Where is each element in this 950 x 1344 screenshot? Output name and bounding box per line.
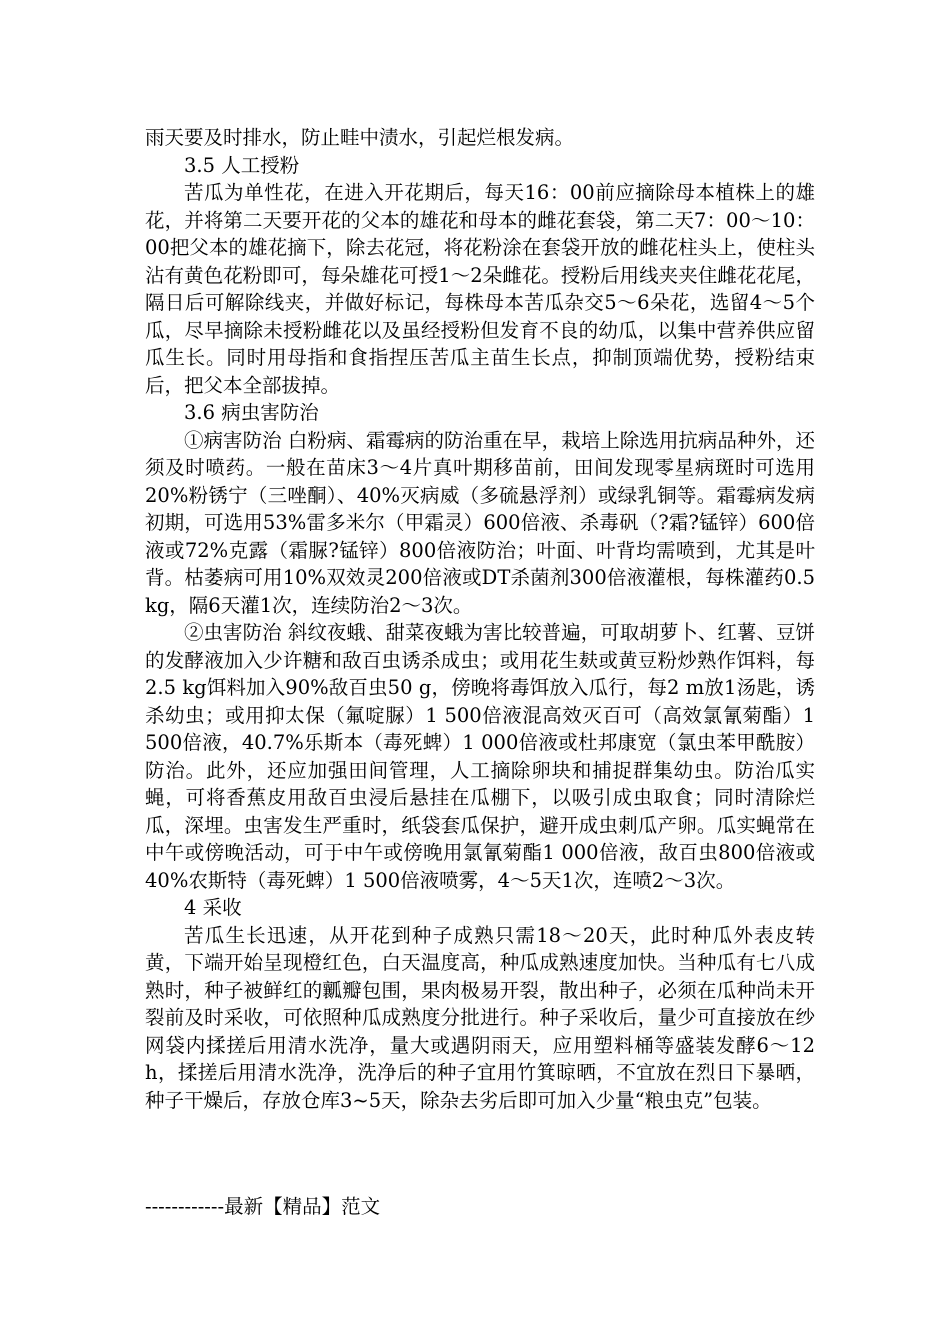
- paragraph-pest-control: ②虫害防治 斜纹夜蛾、甜菜夜蛾为害比较普遍，可取胡萝卜、红薯、豆饼的发酵液加入少许糖和敌百虫诱杀成虫；或用花生麸或黄豆粉炒熟作饵料，每2.5 kg饵料加入90%敌百虫50 g，傍晚将毒饵放入瓜行，每2 m放1汤匙，诱杀幼虫；或用抑太保（氟啶脲）1 500倍液混高效灭百可（高效氯氰菊酯）1 500倍液，40.7%乐斯本（毒死蜱）1 000倍液或杜邦康宽（氯虫苯甲酰胺）防治。此外，还应加强田间管理，人工摘除卵块和捕捉群集幼虫。防治瓜实蝇，可将香蕉皮用敌百虫浸后悬挂在瓜棚下，以吸引成虫取食；同时清除烂瓜，深埋。虫害发生严重时，纸袋套瓜保护，避开成虫刺瓜产卵。瓜实蝇常在中午或傍晚活动，可于中午或傍晚用氯氰菊酯1 000倍液，敌百虫800倍液或40%农斯特（毒死蜱）1 500倍液喷雾，4～5天1次，连喷2～3次。: [145, 621, 815, 892]
- paragraph-continuation: 雨天要及时排水，防止畦中渍水，引起烂根发病。: [145, 126, 575, 149]
- page-footer: ------------最新【精品】范文: [145, 1195, 381, 1218]
- paragraph-pollination: 苦瓜为单性花，在进入开花期后，每天16：00前应摘除母本植株上的雄花，并将第二天要开花的父本的雄花和母本的雌花套袋，第二天7：00～10：00把父本的雄花摘下，除去花冠，将花粉涂在套袋开放的雌花柱头上，使柱头沾有黄色花粉即可，每朵雄花可授1～2朵雌花。授粉后用线夹夹住雌花花尾，隔日后可解除线夹，并做好标记，每株母本苦瓜杂交5～6朵花，选留4～5个瓜，尽早摘除未授粉雌花以及虽经授粉但发育不良的幼瓜，以集中营养供应留瓜生长。同时用母指和食指捏压苦瓜主苗生长点，抑制顶端优势，授粉结束后，把父本全部拔掉。: [145, 181, 815, 397]
- section-heading-4: 4 采收: [184, 896, 242, 919]
- paragraph-disease-control: ①病害防治 白粉病、霜霉病的防治重在早，栽培上除选用抗病品种外，还须及时喷药。一般在苗床3～4片真叶期移苗前，田间发现零星病斑时可选用20%粉锈宁（三唑酮）、40%灭病威（多硫悬浮剂）或绿乳铜等。霜霉病发病初期，可选用53%雷多米尔（甲霜灵）600倍液、杀毒矾（?霜?锰锌）600倍液或72%克露（霜脲?锰锌）800倍液防治；叶面、叶背均需喷到，尤其是叶背。枯萎病可用10%双效灵200倍液或DT杀菌剂300倍液灌根，每株灌药0.5 kg，隔6天灌1次，连续防治2～3次。: [145, 428, 815, 617]
- section-heading-3-5: 3.5 人工授粉: [184, 153, 300, 177]
- section-heading-3-6: 3.6 病虫害防治: [184, 401, 319, 424]
- document-body: [145, 124, 815, 1114]
- paragraph-harvest: 苦瓜生长迅速，从开花到种子成熟只需18～20天，此时种瓜外表皮转黄，下端开始呈现橙红色，白天温度高，种瓜成熟速度加快。当种瓜有七八成熟时，种子被鲜红的瓤瓣包围，果肉极易开裂，散出种子，必须在瓜种尚未开裂前及时采收，可依照种瓜成熟度分批进行。种子采收后，量少可直接放在纱网袋内揉搓后用清水洗净，量大或遇阴雨天，应用塑料桶等盛装发酵6～12 h，揉搓后用清水洗净，洗净后的种子宜用竹箕晾晒，不宜放在烈日下暴晒，种子干燥后，存放仓库3~5天，除杂去劣后即可加入少量“粮虫克”包装。: [145, 923, 815, 1112]
